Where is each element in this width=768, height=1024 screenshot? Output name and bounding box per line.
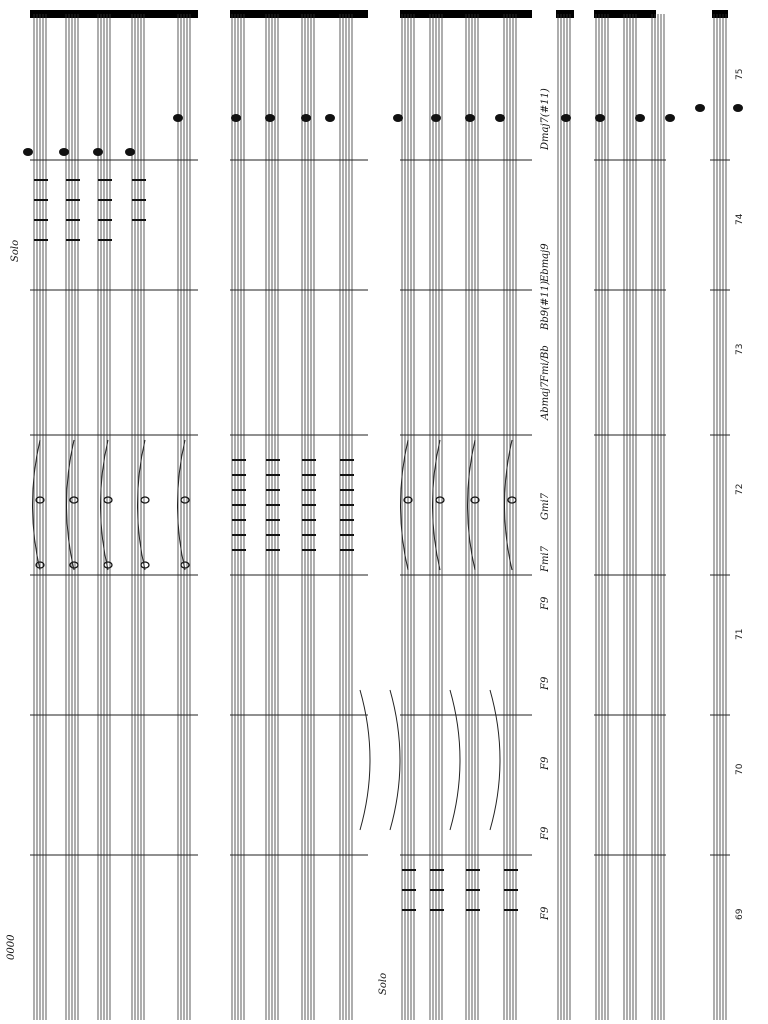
- chord-symbol: Fmi/Bb: [540, 345, 551, 382]
- measure-number: 75: [735, 68, 745, 80]
- solo-label-top: Solo: [10, 239, 21, 262]
- measure-number: 72: [735, 483, 745, 495]
- measure-number: 71: [735, 628, 745, 640]
- chord-symbol: F9: [540, 826, 551, 840]
- measure-number: 69: [735, 908, 745, 920]
- corner-mark: 0000: [6, 934, 17, 960]
- measure-number: 74: [735, 213, 745, 225]
- chord-symbol: F9: [540, 756, 551, 770]
- chord-symbol: Fmi7: [540, 546, 551, 572]
- chord-symbol: F9: [540, 676, 551, 690]
- chord-symbol: Bb9(#11): [540, 280, 551, 330]
- chord-symbol: Ebmaj9: [540, 243, 551, 282]
- chord-symbol: Dmaj7(#11): [540, 88, 551, 150]
- chord-symbol: F9: [540, 596, 551, 610]
- chord-symbol: Gmi7: [540, 492, 551, 520]
- solo-label-bottom: Solo: [378, 972, 389, 995]
- chord-symbol: Abmaj7: [540, 381, 551, 420]
- measure-number: 73: [735, 343, 745, 355]
- chord-symbol: F9: [540, 906, 551, 920]
- measure-number: 70: [735, 763, 745, 775]
